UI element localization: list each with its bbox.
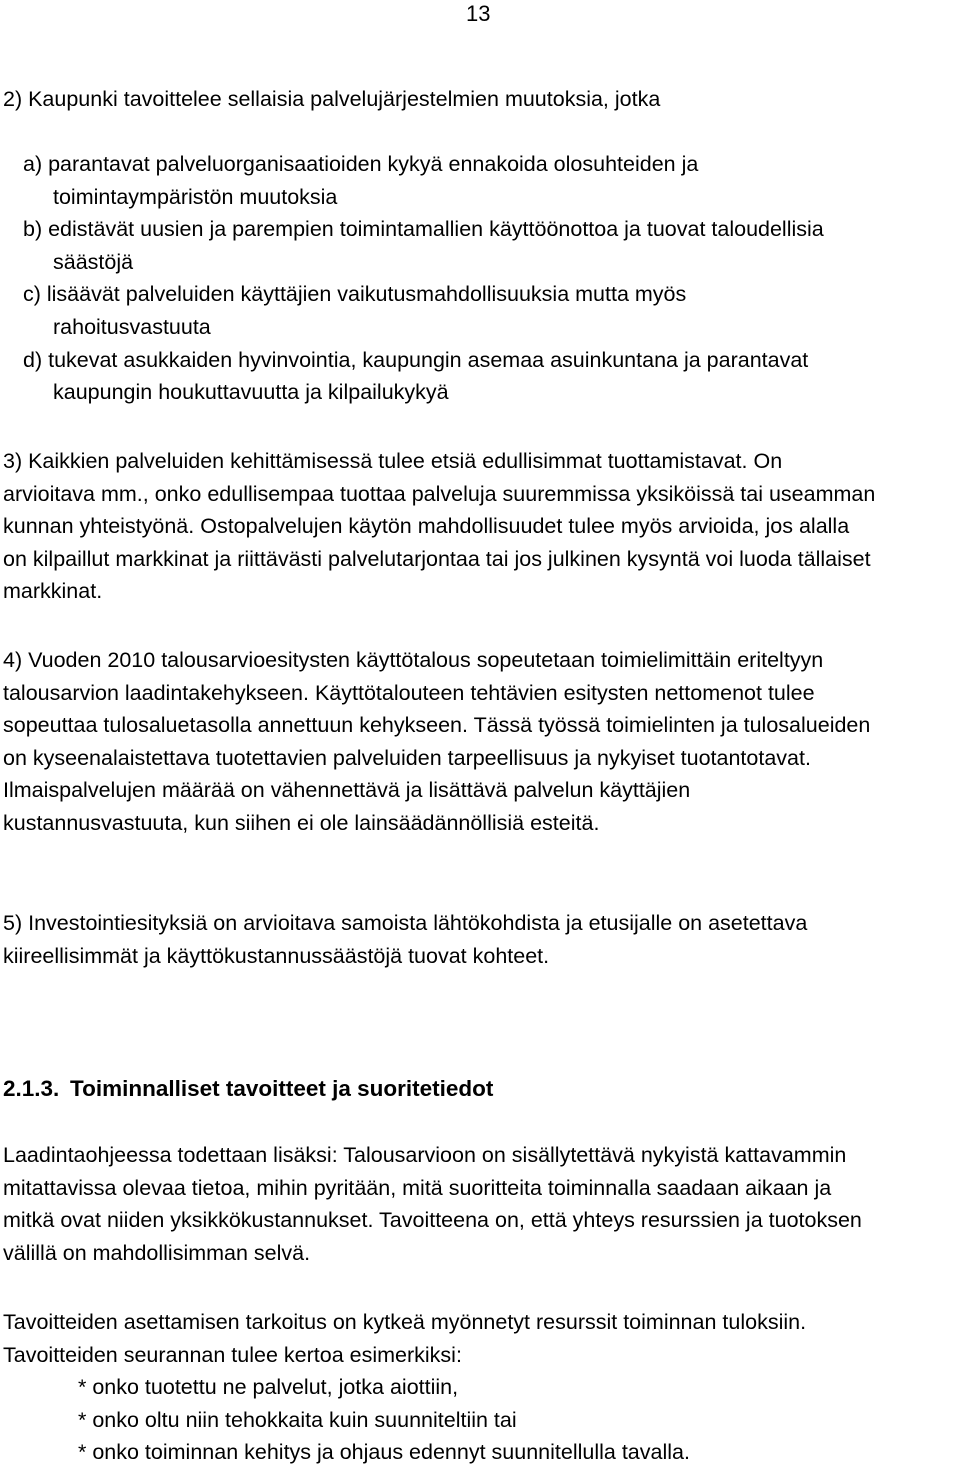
paragraph-5-line: kiireellisimmät ja käyttökustannussäästöjä tuovat kohteet. [3,943,550,968]
paragraph-2 [3,83,958,116]
list-item-b: b) edistävät uusien ja parempien toimintamallien käyttöönottoa ja tuovat taloudellisia [23,217,824,242]
section-number: 2.1.3. [3,1076,60,1101]
paragraph-2-intro: 2) Kaupunki tavoittelee sellaisia palvelujärjestelmien muutoksia, jotka [3,87,661,111]
bullet-item: * onko oltu niin tehokkaita kuin suunniteltiin tai [78,1407,517,1432]
paragraph-6-line: välillä on mahdollisimman selvä. [3,1240,311,1265]
paragraph-7-line: Tavoitteiden seurannan tulee kertoa esimerkiksi: [3,1342,462,1367]
paragraph-4-line: on kyseenalaistettava tuotettavien palveluiden tarpeellisuus ja nykyiset tuotantotavat. [3,745,811,770]
paragraph-6 [3,1139,958,1269]
paragraph-5 [3,907,958,972]
paragraph-3-line: on kilpaillut markkinat ja riittävästi palvelutarjontaa tai jos julkinen kysyntä voi luoda tällaiset [3,546,871,571]
paragraph-4-line: talousarvion laadintakehykseen. Käyttötalouteen tehtävien esitysten nettomenot tulee [3,680,815,705]
list-item-b-cont: säästöjä [53,249,134,274]
list-item-d-cont: kaupungin houkuttavuutta ja kilpailukykyä [53,380,449,405]
paragraph-6-line: Laadintaohjeessa todettaan lisäksi: Talousarvioon on sisällytettävä nykyistä kattavammin [3,1143,847,1167]
paragraph-3-line: kunnan yhteistyönä. Ostopalvelujen käytön mahdollisuudet tulee myös arvioida, jos alalla [3,514,850,539]
paragraph-4-line: sopeuttaa tulosaluetasolla annettuun kehykseen. Tässä työssä toimielinten ja tulosalueiden [3,713,871,738]
list-item-d: d) tukevat asukkaiden hyvinvointia, kaupungin asemaa asuinkuntana ja parantavat [23,347,809,372]
paragraph-6-line: mitkä ovat niiden yksikkökustannukset. Tavoitteena on, että yhteys resurssien ja tuotoksen [3,1208,862,1233]
paragraph-7 [3,1306,958,1469]
paragraph-3-line: markkinat. [3,579,103,604]
section-heading [3,1071,493,1107]
list-item-a: a) parantavat palveluorganisaatioiden kykyä ennakoida olosuhteiden ja [23,152,699,176]
paragraph-3 [3,445,958,608]
section-title: Toiminnalliset tavoitteet ja suoritetiedot [70,1076,494,1101]
paragraph-6-line: mitattavissa olevaa tietoa, mihin pyritään, mitä suoritteita toiminnalla saadaan aikaan ja [3,1175,832,1200]
list-item-c-cont: rahoitusvastuuta [53,314,211,339]
paragraph-4-line: kustannusvastuuta, kun siihen ei ole lainsäädännöllisiä esteitä. [3,810,600,835]
list-item-a-cont: toimintaympäristön muutoksia [53,184,338,209]
paragraph-3-line: 3) Kaikkien palveluiden kehittämisessä tulee etsiä edullisimmat tuottamistavat. On [3,449,783,473]
paragraph-3-line: arvioitava mm., onko edullisempaa tuottaa palveluja suuremmissa yksiköissä tai useamman [3,481,876,506]
paragraph-4-line: Ilmaispalvelujen määrää on vähennettävä ja lisättävä palvelun käyttäjien [3,778,691,803]
paragraph-5-line: 5) Investointiesityksiä on arvioitava samoista lähtökohdista ja etusijalle on asetettava [3,911,808,935]
paragraph-4-line: 4) Vuoden 2010 talousarvioesitysten käyttötalous sopeutetaan toimielimittäin eriteltyyn [3,648,824,672]
list-item-c: c) lisäävät palveluiden käyttäjien vaikutusmahdollisuuksia mutta myös [23,282,687,307]
paragraph-2-list [3,148,958,409]
paragraph-4 [3,644,958,840]
bullet-item: * onko toiminnan kehitys ja ohjaus edennyt suunnitellulla tavalla. [78,1440,690,1465]
page-number: 13 [466,1,491,26]
bullet-item: * onko tuotettu ne palvelut, jotka aiottiin, [78,1375,459,1400]
paragraph-7-line: Tavoitteiden asettamisen tarkoitus on kytkeä myönnetyt resurssit toiminnan tuloksiin. [3,1310,807,1334]
